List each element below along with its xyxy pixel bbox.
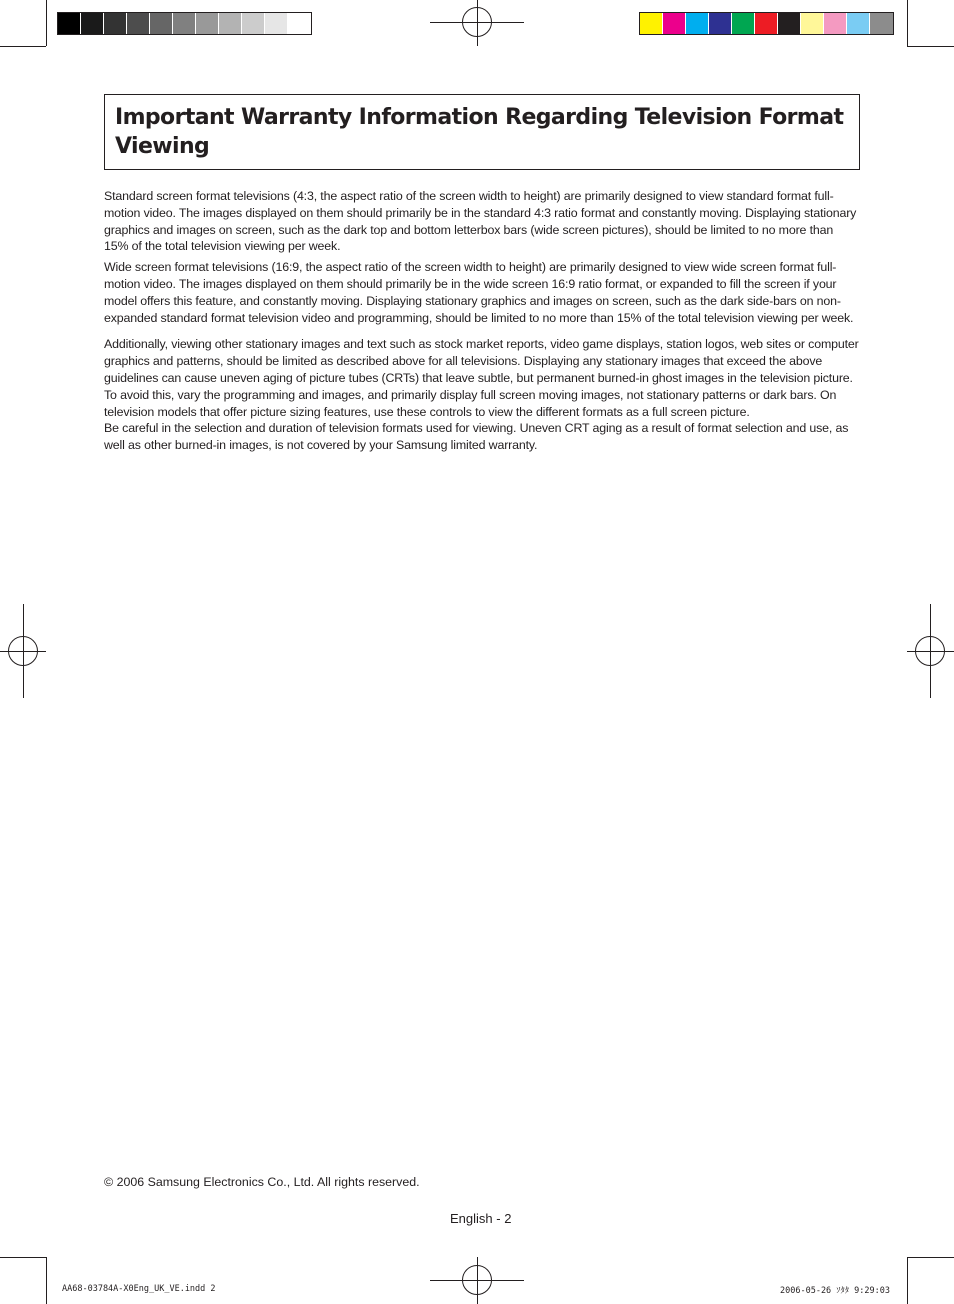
title-box xyxy=(104,94,860,170)
color-swatch xyxy=(755,13,778,34)
paragraph-warranty-note: Be careful in the selection and duration of television formats used for viewing. Uneven CRT aging as a result of format selection and use, as well as other burned-in images, is not covered by your Samsung limited warranty. xyxy=(104,421,849,453)
paragraph-wide-screen-format: Wide screen format televisions (16:9, the aspect ratio of the screen width to height) are primarily designed to view wide screen format full-motion video. The images displayed on them should primarily be in the wide screen 16:9 ratio format, or expanded to fill the screen if your model offers this feature, and constantly moving. Displaying stationary graphics and images on screen, such as the dark side-bars on non-expanded standard format television video and programming, should be limited to no more than 15% of the total television viewing per week. xyxy=(104,260,854,325)
date-slug: 2006-05-26 ｿﾀﾀ 9:29:03 xyxy=(780,1286,890,1296)
grayscale-swatch xyxy=(81,13,104,34)
grayscale-swatch-bar xyxy=(57,12,312,35)
color-swatch xyxy=(778,13,801,34)
paragraph-stationary-images: Additionally, viewing other stationary images and text such as stock market reports, video game displays, station logos, web sites or computer graphics and patterns, should be limited as described above for all televisions. Displaying any stationary images that exceed the above guidelines can cause uneven aging of picture tubes (CRTs) that leave subtle, but permanent burned-in ghost images in the television picture. To avoid this, vary the programming and images, and primarily display full screen moving images, not stationary patterns or dark bars. On television models that offer picture sizing features, use these controls to view the different formats as a full screen picture. xyxy=(104,337,859,419)
grayscale-swatch xyxy=(150,13,173,34)
color-swatch xyxy=(640,13,663,34)
grayscale-swatch xyxy=(242,13,265,34)
color-swatch xyxy=(686,13,709,34)
color-swatch xyxy=(732,13,755,34)
page-number: English - 2 xyxy=(450,1211,512,1226)
color-swatch xyxy=(801,13,824,34)
color-swatch xyxy=(870,13,893,34)
color-swatch-bar xyxy=(639,12,894,35)
grayscale-swatch xyxy=(173,13,196,34)
grayscale-swatch xyxy=(104,13,127,34)
color-swatch xyxy=(847,13,870,34)
color-swatch xyxy=(663,13,686,34)
grayscale-swatch xyxy=(127,13,150,34)
color-swatch xyxy=(824,13,847,34)
page-title: Important Warranty Information Regarding Television Format Viewing xyxy=(115,105,844,159)
paragraph-standard-format: Standard screen format televisions (4:3, the aspect ratio of the screen width to height) are primarily designed to view standard format full-motion video. The images displayed on them should primarily be in the standard 4:3 ratio format and constantly moving. Displaying stationary graphics and images on screen, such as the dark top and bottom letterbox bars (wide screen pictures), should be limited to no more than 15% of the total television viewing per week. xyxy=(104,189,857,254)
color-swatch xyxy=(709,13,732,34)
grayscale-swatch xyxy=(288,13,311,34)
grayscale-swatch xyxy=(219,13,242,34)
copyright-notice: © 2006 Samsung Electronics Co., Ltd. All rights reserved. xyxy=(104,1175,420,1189)
grayscale-swatch xyxy=(196,13,219,34)
body-text xyxy=(104,188,860,454)
file-slug: AA68-03784A-X0Eng_UK_VE.indd 2 xyxy=(62,1284,216,1294)
grayscale-swatch xyxy=(265,13,288,34)
grayscale-swatch xyxy=(58,13,81,34)
